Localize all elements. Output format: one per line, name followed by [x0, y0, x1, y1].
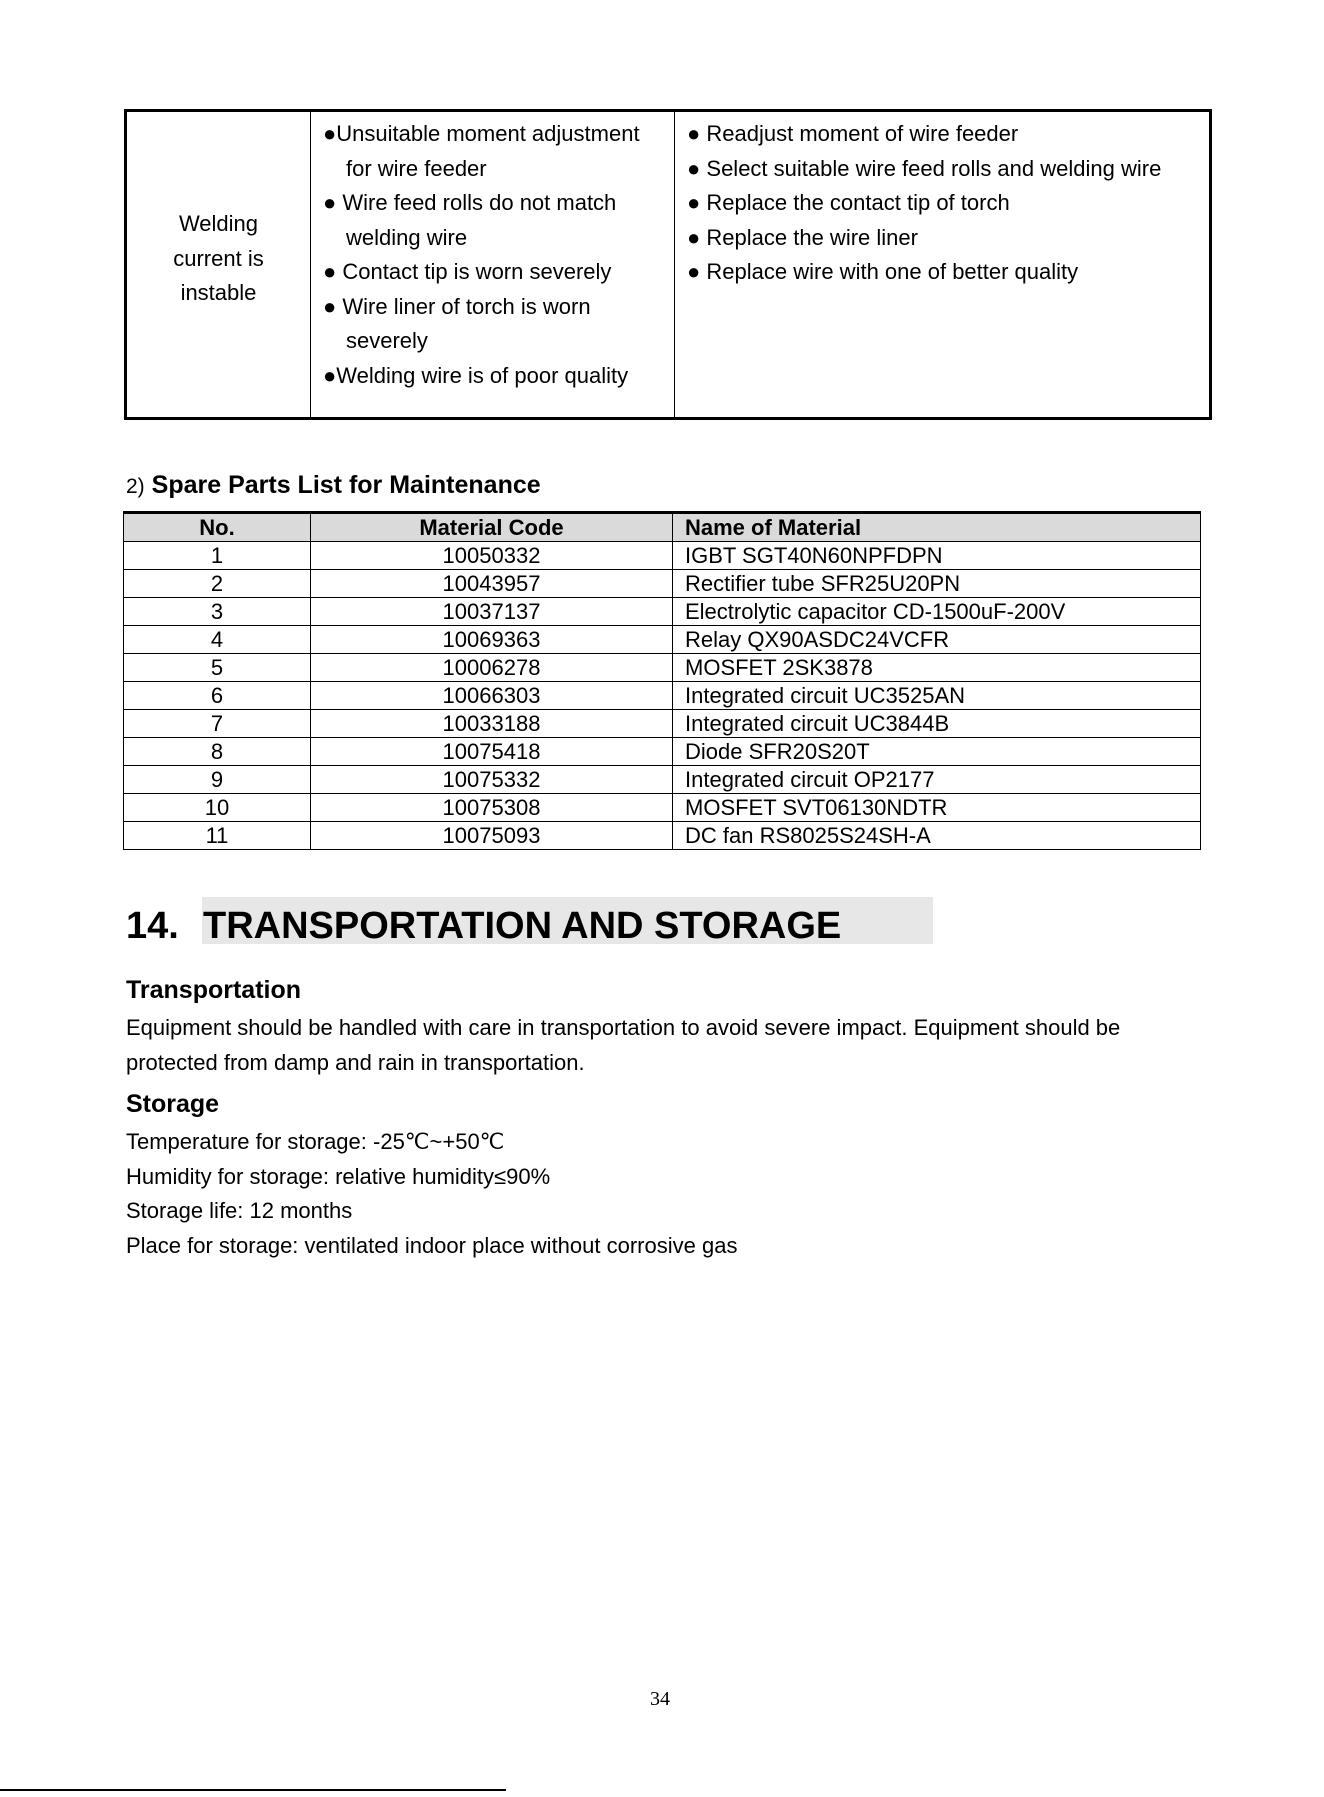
fault-line: Welding — [178, 211, 259, 237]
cell-name-of-material: DC fan RS8025S24SH-A — [673, 822, 1201, 850]
transportation-text: Equipment should be handled with care in transportation to avoid severe impact. Equipment should be protected from damp and rain in transportation. — [126, 1015, 1121, 1075]
cell-material-code: 10037137 — [311, 598, 673, 626]
causes-cell — [311, 112, 675, 417]
cell-material-code: 10006278 — [311, 654, 673, 682]
cell-no: 7 — [124, 710, 311, 738]
cell-no: 9 — [124, 766, 311, 794]
cell-no: 1 — [124, 542, 311, 570]
fault-line: current is — [173, 245, 264, 271]
table-row — [124, 570, 1201, 598]
table-row — [124, 654, 1201, 682]
cell-name-of-material: Integrated circuit OP2177 — [673, 766, 1201, 794]
fault-cell — [127, 112, 311, 417]
cell-no: 11 — [124, 822, 311, 850]
spare-parts-table — [123, 511, 1201, 850]
cause-line: ● Wire feed rolls do not match — [323, 190, 617, 215]
cell-name-of-material: Rectifier tube SFR25U20PN — [673, 570, 1201, 598]
storage-line: Humidity for storage: relative humidity≤90% — [126, 1164, 551, 1189]
storage-heading: Storage — [126, 1090, 220, 1118]
solution-line: ● Replace the wire liner — [687, 224, 918, 250]
cell-material-code: 10043957 — [311, 570, 673, 598]
cell-material-code: 10075418 — [311, 738, 673, 766]
cause-line: ●Unsuitable moment adjustment — [323, 121, 640, 146]
transportation-heading: Transportation — [126, 976, 302, 1004]
solution-line: ● Readjust moment of wire feeder — [687, 121, 1019, 146]
cell-name-of-material: Relay QX90ASDC24VCFR — [673, 626, 1201, 654]
column-header-material-code: Material Code — [311, 513, 673, 542]
cell-material-code: 10066303 — [311, 682, 673, 710]
table-row — [124, 822, 1201, 850]
solutions-cell — [675, 112, 1209, 417]
cell-material-code: 10069363 — [311, 626, 673, 654]
table-row — [124, 710, 1201, 738]
section-title — [126, 905, 842, 948]
cell-material-code: 10075308 — [311, 794, 673, 822]
cell-name-of-material: IGBT SGT40N60NPFDPN — [673, 542, 1201, 570]
cell-material-code: 10075093 — [311, 822, 673, 850]
cell-no: 10 — [124, 794, 311, 822]
table-row — [124, 626, 1201, 654]
cell-material-code: 10075332 — [311, 766, 673, 794]
cell-name-of-material: MOSFET 2SK3878 — [673, 654, 1201, 682]
troubleshooting-table — [124, 109, 1212, 420]
cell-no: 8 — [124, 738, 311, 766]
cell-no: 5 — [124, 654, 311, 682]
fault-line: instable — [180, 280, 257, 306]
cause-line: severely — [346, 328, 428, 353]
storage-line: Place for storage: ventilated indoor place without corrosive gas — [126, 1233, 738, 1258]
cell-name-of-material: Integrated circuit UC3525AN — [673, 682, 1201, 710]
cell-name-of-material: Diode SFR20S20T — [673, 738, 1201, 766]
table-row — [124, 598, 1201, 626]
storage-line: Temperature for storage: -25℃~+50℃ — [126, 1129, 505, 1154]
table-header-row — [124, 513, 1201, 542]
cause-line: ●Welding wire is of poor quality — [323, 362, 629, 388]
solution-line: ● Select suitable wire feed rolls and welding wire — [687, 155, 1162, 181]
cell-material-code: 10033188 — [311, 710, 673, 738]
storage-line: Storage life: 12 months — [126, 1198, 353, 1223]
solution-line: ● Replace wire with one of better quality — [687, 259, 1079, 284]
section-number: 14. — [126, 905, 179, 947]
cell-name-of-material: Electrolytic capacitor CD-1500uF-200V — [673, 598, 1201, 626]
spare-parts-heading-number: 2) — [126, 475, 145, 498]
table-row — [124, 766, 1201, 794]
cell-no: 2 — [124, 570, 311, 598]
table-row — [124, 682, 1201, 710]
cell-name-of-material: Integrated circuit UC3844B — [673, 710, 1201, 738]
section-title-text: TRANSPORTATION AND STORAGE — [203, 905, 842, 947]
page-number: 34 — [650, 1688, 670, 1710]
cell-material-code: 10050332 — [311, 542, 673, 570]
solution-line: ● Replace the contact tip of torch — [687, 190, 1010, 215]
cell-no: 4 — [124, 626, 311, 654]
column-header-name-of-material: Name of Material — [673, 513, 1201, 542]
bottom-rule — [0, 1789, 506, 1791]
column-header-no: No. — [124, 513, 311, 542]
table-row — [124, 542, 1201, 570]
cell-no: 3 — [124, 598, 311, 626]
table-row — [124, 738, 1201, 766]
spare-parts-heading — [126, 471, 541, 500]
cause-line: ● Contact tip is worn severely — [323, 259, 612, 284]
cause-line: for wire feeder — [346, 155, 487, 181]
table-row — [124, 794, 1201, 822]
cause-line: welding wire — [346, 224, 468, 250]
cause-line: ● Wire liner of torch is worn — [323, 293, 591, 319]
cell-no: 6 — [124, 682, 311, 710]
cell-name-of-material: MOSFET SVT06130NDTR — [673, 794, 1201, 822]
spare-parts-heading-text: Spare Parts List for Maintenance — [151, 471, 541, 499]
